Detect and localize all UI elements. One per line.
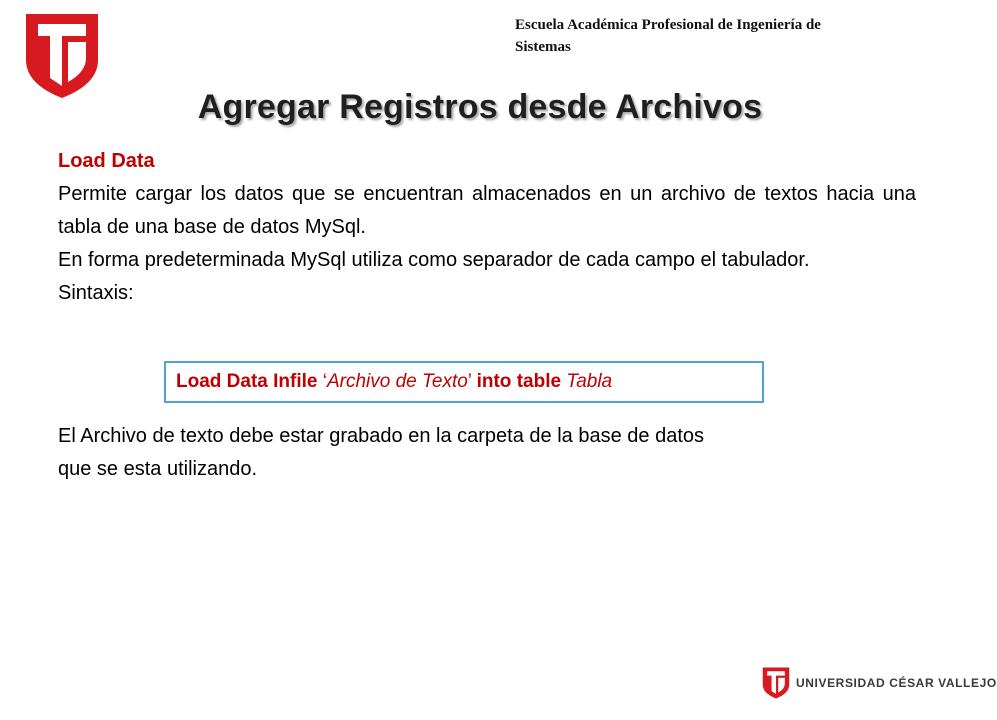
syntax-arg-file: Archivo de Texto — [326, 371, 468, 392]
syntax-arg-table: Tabla — [566, 371, 613, 392]
syntax-quote-open: ‘ — [317, 371, 327, 392]
school-name — [515, 14, 935, 58]
paragraph-note-line2: que se esta utilizando. — [58, 458, 258, 480]
school-name-line1: Escuela Académica Profesional de Ingeniería de — [515, 17, 821, 33]
section-heading: Load Data — [58, 150, 155, 172]
school-name-line2: Sistemas — [515, 39, 571, 55]
slide-title: Agregar Registros desde Archivos — [197, 88, 763, 126]
syntax-keyword-into: into table — [476, 371, 562, 392]
paragraph-description: Permite cargar los datos que se encuentran almacenados en un archivo de textos hacia una tabla de una base de datos MySql. — [58, 183, 916, 238]
syntax-quote-close: ’ — [467, 371, 477, 392]
syntax-label: Sintaxis: — [58, 282, 134, 304]
slide-body — [58, 145, 916, 310]
footer-logo — [762, 666, 997, 700]
slide-note — [58, 420, 916, 486]
university-shield-icon — [762, 666, 790, 700]
university-shield-icon — [24, 12, 100, 100]
syntax-box — [164, 361, 764, 403]
paragraph-separator: En forma predeterminada MySql utiliza como separador de cada campo el tabulador. — [58, 249, 810, 271]
paragraph-note-line1: El Archivo de texto debe estar grabado en la carpeta de la base de datos — [58, 425, 704, 447]
syntax-keyword-load: Load Data Infile — [176, 371, 318, 392]
university-name: UNIVERSIDAD CÉSAR VALLEJO — [796, 676, 997, 690]
